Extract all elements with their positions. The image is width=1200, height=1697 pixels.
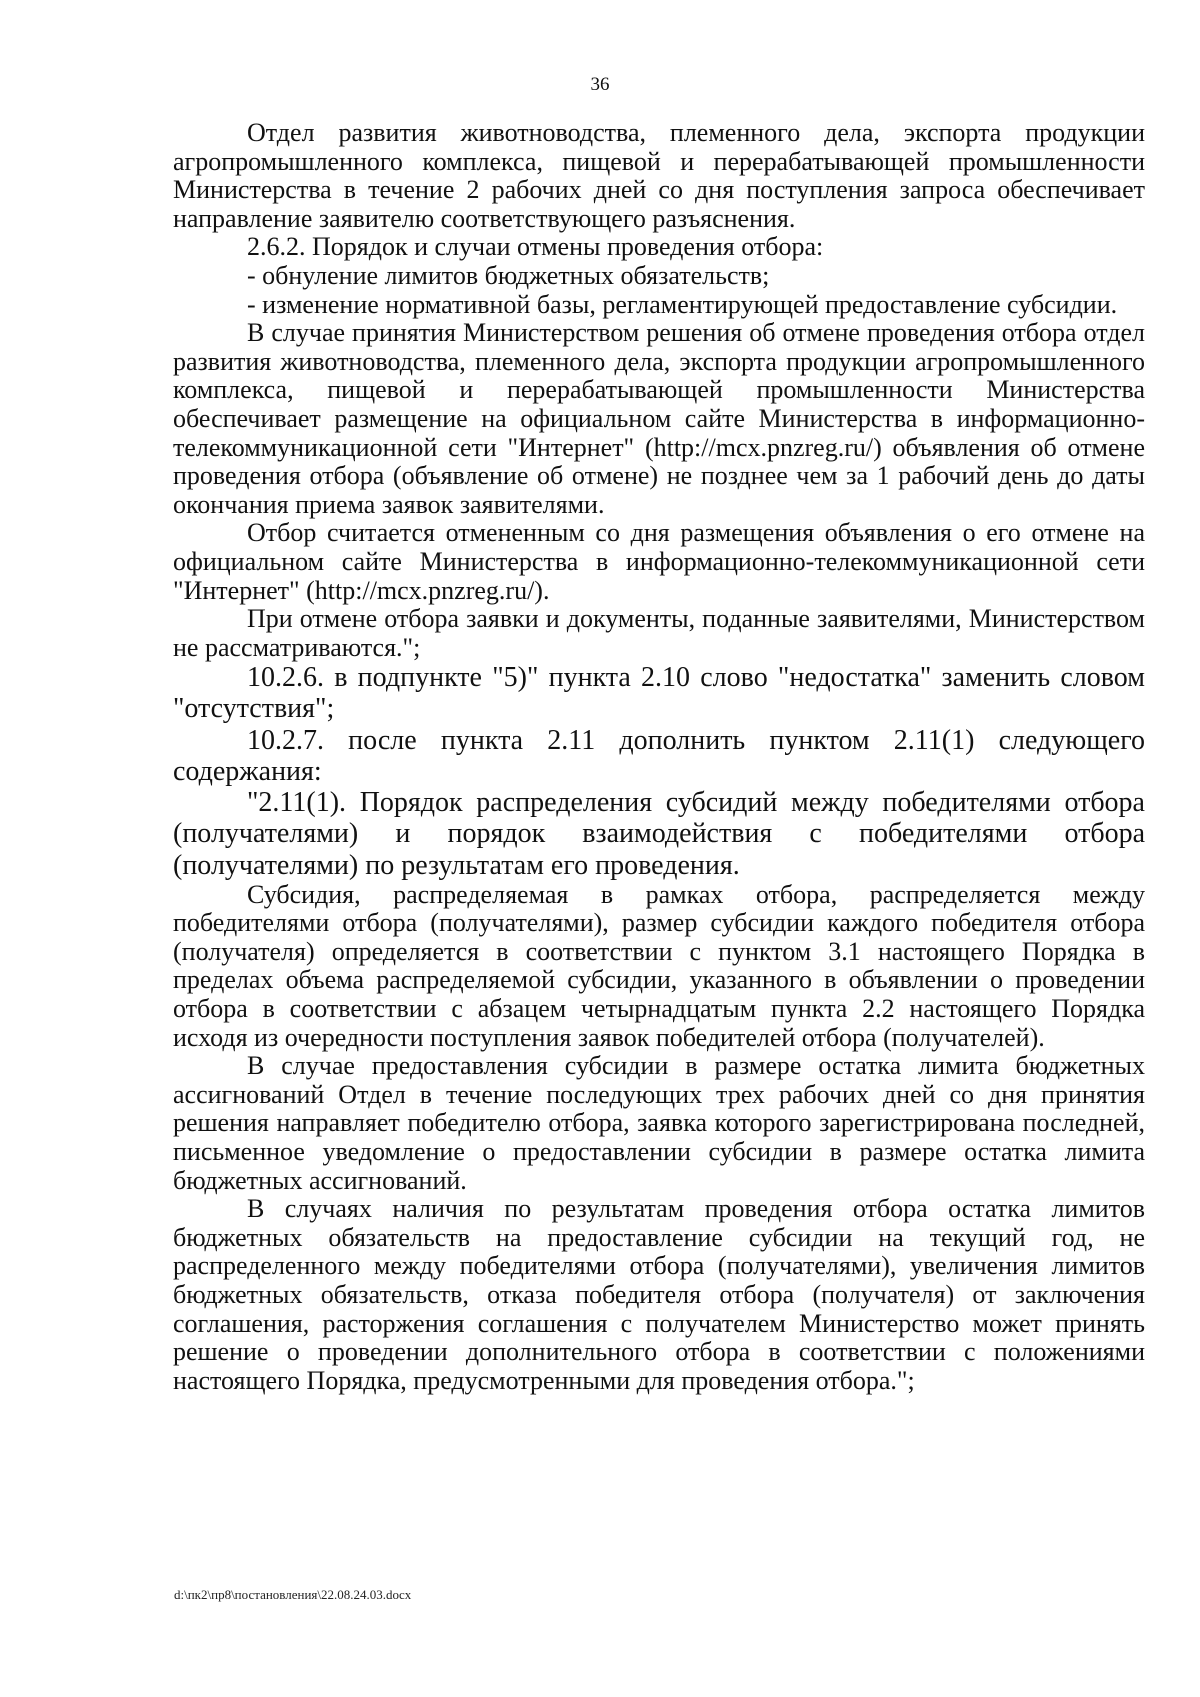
paragraph: Отдел развития животноводства, племенного дела, экспорта продукции агропромышленного комплекса, пищевой и перерабатывающей промышленности Министерства в течение 2 рабочих дней со дня поступления запроса обеспечивает направление заявителю соответствующего разъяснения. — [173, 118, 1145, 233]
paragraph: "2.11(1). Порядок распределения субсидий между победителями отбора (получателями) и порядок взаимодействия с победителями отбора (получателями) по результатам его проведения. — [173, 787, 1145, 881]
page-number: 36 — [590, 74, 610, 95]
paragraph: Отбор считается отмененным со дня размещения объявления о его отмене на официальном сайте Министерства в информационно-телекоммуникационной сети "Интернет" (http://mcx.pnzreg.ru/). — [173, 518, 1145, 605]
paragraph: - изменение нормативной базы, регламентирующей предоставление субсидии. — [247, 289, 1118, 319]
footer-file-path: d:\пк2\пр8\постановления\22.08.24.03.docx — [174, 1587, 412, 1602]
paragraph: В случае принятия Министерством решения об отмене проведения отбора отдел развития животноводства, племенного дела, экспорта продукции агропромышленного комплекса, пищевой и перерабатывающей промышленности Министерства обеспечивает размещение на официальном сайте Министерства в информационно-телекоммуникационной сети "Интернет" (http://mcx.pnzreg.ru/) объявления об отмене проведения отбора (объявление об отмене) не позднее чем за 1 рабочий день до даты окончания приема заявок заявителями. — [173, 318, 1145, 519]
paragraph: - обнуление лимитов бюджетных обязательств; — [247, 260, 770, 290]
document-body — [173, 119, 1145, 1395]
paragraph: Субсидия, распределяемая в рамках отбора, распределяется между победителями отбора (получателями), размер субсидии каждого победителя отбора (получателя) определяется в соответствии с пунктом 3.1 настоящего Порядка в пределах объема распределяемой субсидии, указанного в объявлении о проведении отбора в соответствии с абзацем четырнадцатым пункта 2.2 настоящего Порядка исходя из очередности поступления заявок победителей отбора (получателей). — [173, 879, 1145, 1052]
paragraph: 10.2.6. в подпункте "5)" пункта 2.10 слово "недостатка" заменить словом "отсутствия"; — [173, 662, 1145, 725]
paragraph: 2.6.2. Порядок и случаи отмены проведения отбора: — [247, 232, 824, 262]
paragraph: 10.2.7. после пункта 2.11 дополнить пунктом 2.11(1) следующего содержания: — [173, 724, 1145, 787]
paragraph: В случаях наличия по результатам проведения отбора остатка лимитов бюджетных обязательств на предоставление субсидии на текущий год, не распределенного между победителями отбора (получателями), увеличения лимитов бюджетных обязательств, отказа победителя отбора (получателя) от заключения соглашения, расторжения соглашения с получателем Министерство может принять решение о проведении дополнительного отбора в соответствии с положениями настоящего Порядка, предусмотренными для проведения отбора."; — [173, 1194, 1145, 1395]
paragraph: В случае предоставления субсидии в размере остатка лимита бюджетных ассигнований Отдел в течение последующих трех рабочих дней со дня принятия решения направляет победителю отбора, заявка которого зарегистрирована последней, письменное уведомление о предоставлении субсидии в размере остатка лимита бюджетных ассигнований. — [173, 1051, 1145, 1195]
paragraph: При отмене отбора заявки и документы, поданные заявителями, Министерством не рассматриваются."; — [173, 604, 1145, 662]
